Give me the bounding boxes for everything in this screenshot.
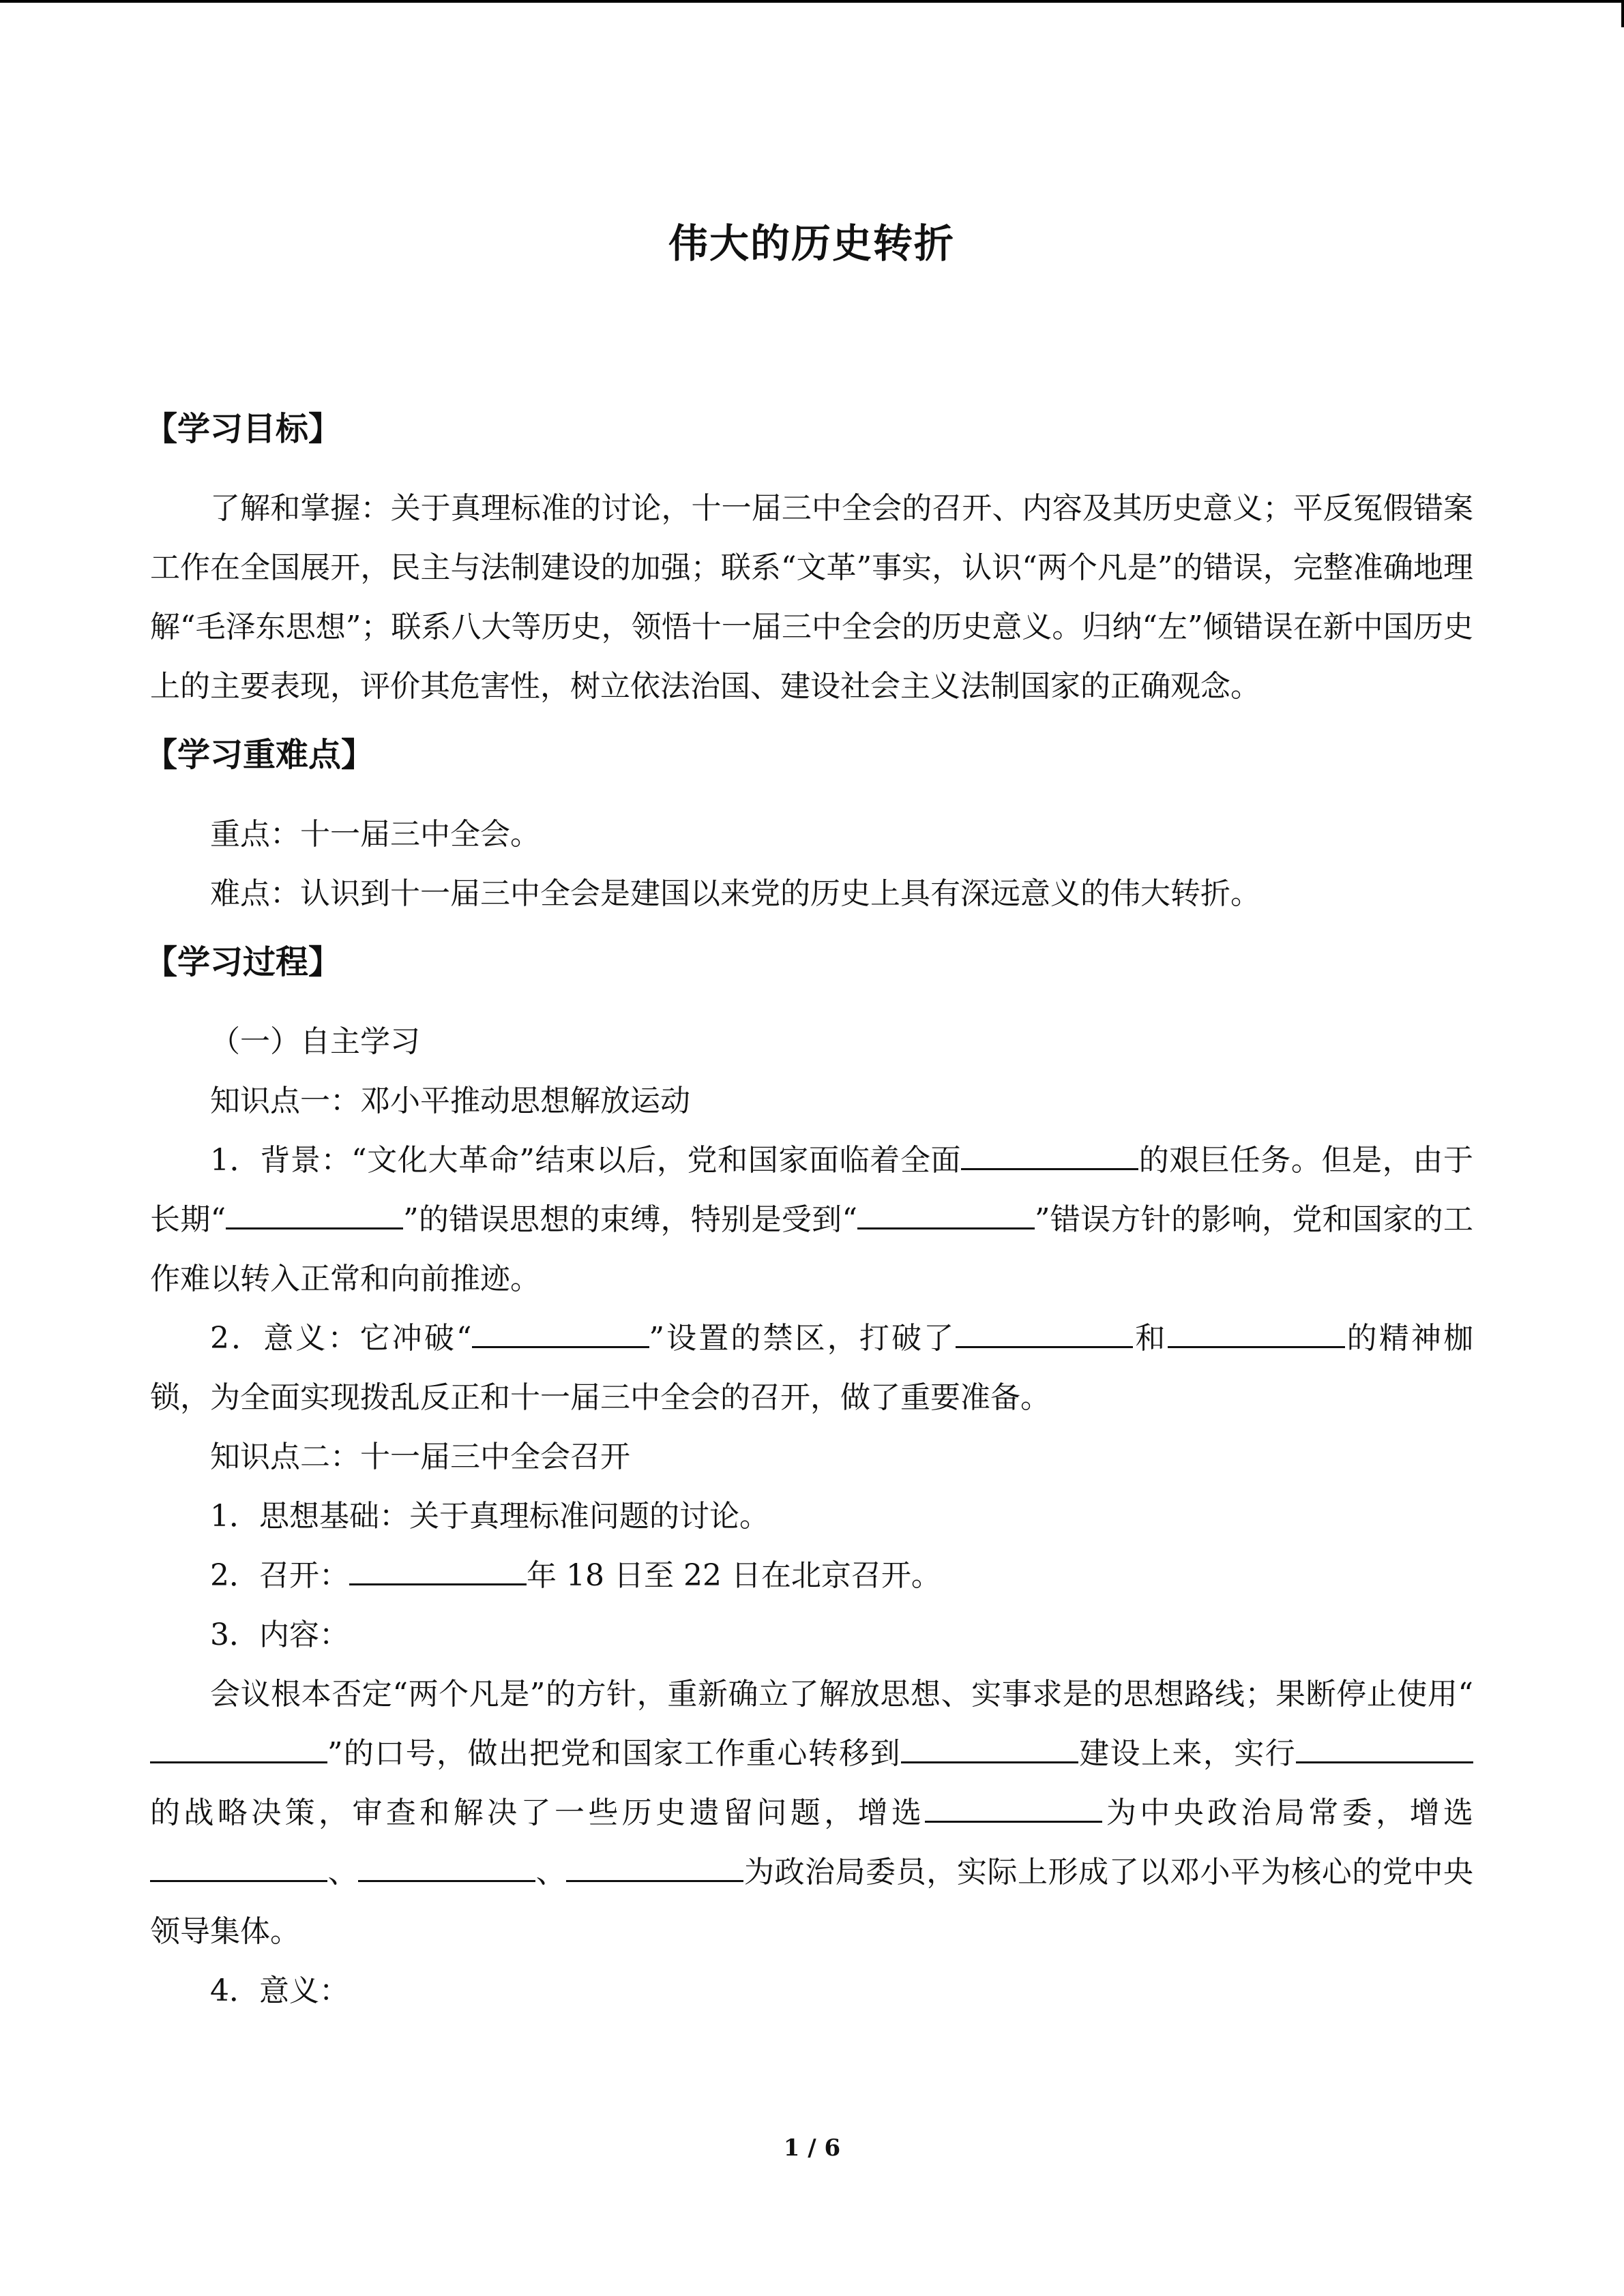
kp1-sig-text-c: 和: [1133, 1321, 1168, 1356]
heading-goals: 【学习目标】: [145, 410, 342, 448]
kp2-content-text-a: 会议根本否定“两个凡是”的方针，重新确立了解放思想、实事求是的思想路线；果断停止使用“: [210, 1677, 1473, 1712]
kp2-content-text-h: 为政治局委员，实际上形成了以邓小平为核心的党中央领导集体。: [150, 1855, 1474, 1949]
kp2-content-text-g: 、: [535, 1855, 567, 1890]
kp2-content-text-b: ”的口号，做出把党和国家工作重心转移到: [327, 1736, 901, 1771]
fill-blank[interactable]: [349, 1552, 527, 1585]
right-border: [1621, 0, 1624, 27]
fill-blank[interactable]: [901, 1730, 1078, 1763]
kp2-title: 知识点二：十一届三中全会召开: [210, 1440, 630, 1474]
heading-process: 【学习过程】: [145, 943, 342, 981]
kp1-significance: [150, 1309, 1473, 1427]
kp1-bg-text-c: ”的错误思想的束缚，特别是受到“: [403, 1202, 857, 1237]
kp2-content-text-f: 、: [327, 1855, 359, 1890]
kp1-bg-text-b: 的艰巨任务。但是，由于长期“: [150, 1143, 1473, 1237]
kp2-basis: 1．思想基础：关于真理标准问题的讨论。: [210, 1499, 769, 1534]
kp2-content-text-c: 建设上来，实行: [1078, 1736, 1297, 1771]
kp2-content: [150, 1665, 1473, 1961]
kp2-open-text-b: 年 18 日至 22 日在北京召开。: [527, 1558, 941, 1593]
kp1-bg-text-d: ”错误方针的影响，党和国家的工作难以转入正常和向前推迹。: [150, 1202, 1473, 1296]
key-point-text: 重点：十一届三中全会。: [210, 817, 540, 852]
page-number: 1 / 6: [783, 2134, 841, 2162]
document-body: [145, 205, 1474, 2021]
kp2-meaning-label: 4．意义：: [210, 1973, 349, 2008]
difficulty-text: 难点：认识到十一届三中全会是建国以来党的历史上具有深远意义的伟大转折。: [210, 876, 1260, 911]
fill-blank[interactable]: [566, 1849, 743, 1882]
fill-blank[interactable]: [226, 1196, 403, 1229]
fill-blank[interactable]: [1296, 1730, 1473, 1763]
fill-blank[interactable]: [472, 1315, 649, 1348]
kp1-title: 知识点一：邓小平推动思想解放运动: [210, 1084, 690, 1118]
kp1-bg-text-a: 1．背景：“文化大革命”结束以后，党和国家面临着全面: [210, 1143, 962, 1178]
kp2-content-text-e: 为中央政治局常委，增选: [1102, 1795, 1473, 1830]
kp2-content-label: 3．内容：: [210, 1617, 349, 1652]
fill-blank[interactable]: [358, 1849, 535, 1882]
kp1-sig-text-d: 的精神枷锁，为全面实现拨乱反正和十一届三中全会的召开，做了重要准备。: [150, 1321, 1473, 1415]
fill-blank[interactable]: [857, 1196, 1035, 1229]
kp2-opening: [150, 1546, 1473, 1605]
page-title: 伟大的历史转折: [668, 220, 955, 267]
top-border: [0, 0, 1624, 3]
kp1-sig-text-b: ”设置的禁区，打破了: [649, 1321, 956, 1356]
fill-blank[interactable]: [1168, 1315, 1345, 1348]
fill-blank[interactable]: [961, 1137, 1138, 1170]
fill-blank[interactable]: [956, 1315, 1133, 1348]
kp1-sig-text-a: 2．意义：它冲破“: [210, 1321, 472, 1356]
heading-key-points: 【学习重难点】: [145, 736, 374, 774]
kp2-open-text-a: 2．召开：: [210, 1558, 349, 1593]
kp2-content-text-d: 的战略决策，审查和解决了一些历史遗留问题，增选: [150, 1795, 926, 1830]
goals-text: 了解和掌握：关于真理标准的讨论，十一届三中全会的召开、内容及其历史意义；平反冤假错案工作在全国展开，民主与法制建设的加强；联系“文革”事实，认识“两个凡是”的错误，完整准确地理解“毛泽东思想”；联系八大等历史，领悟十一届三中全会的历史意义。归纳“左”倾错误在新中国历史上的主要表现，评价其危害性，树立依法治国、建设社会主义法制国家的正确观念。: [150, 491, 1473, 704]
kp1-background: [150, 1131, 1473, 1309]
fill-blank[interactable]: [150, 1730, 327, 1763]
fill-blank[interactable]: [925, 1789, 1102, 1823]
fill-blank[interactable]: [150, 1849, 327, 1882]
self-study-label: （一）自主学习: [210, 1024, 420, 1059]
